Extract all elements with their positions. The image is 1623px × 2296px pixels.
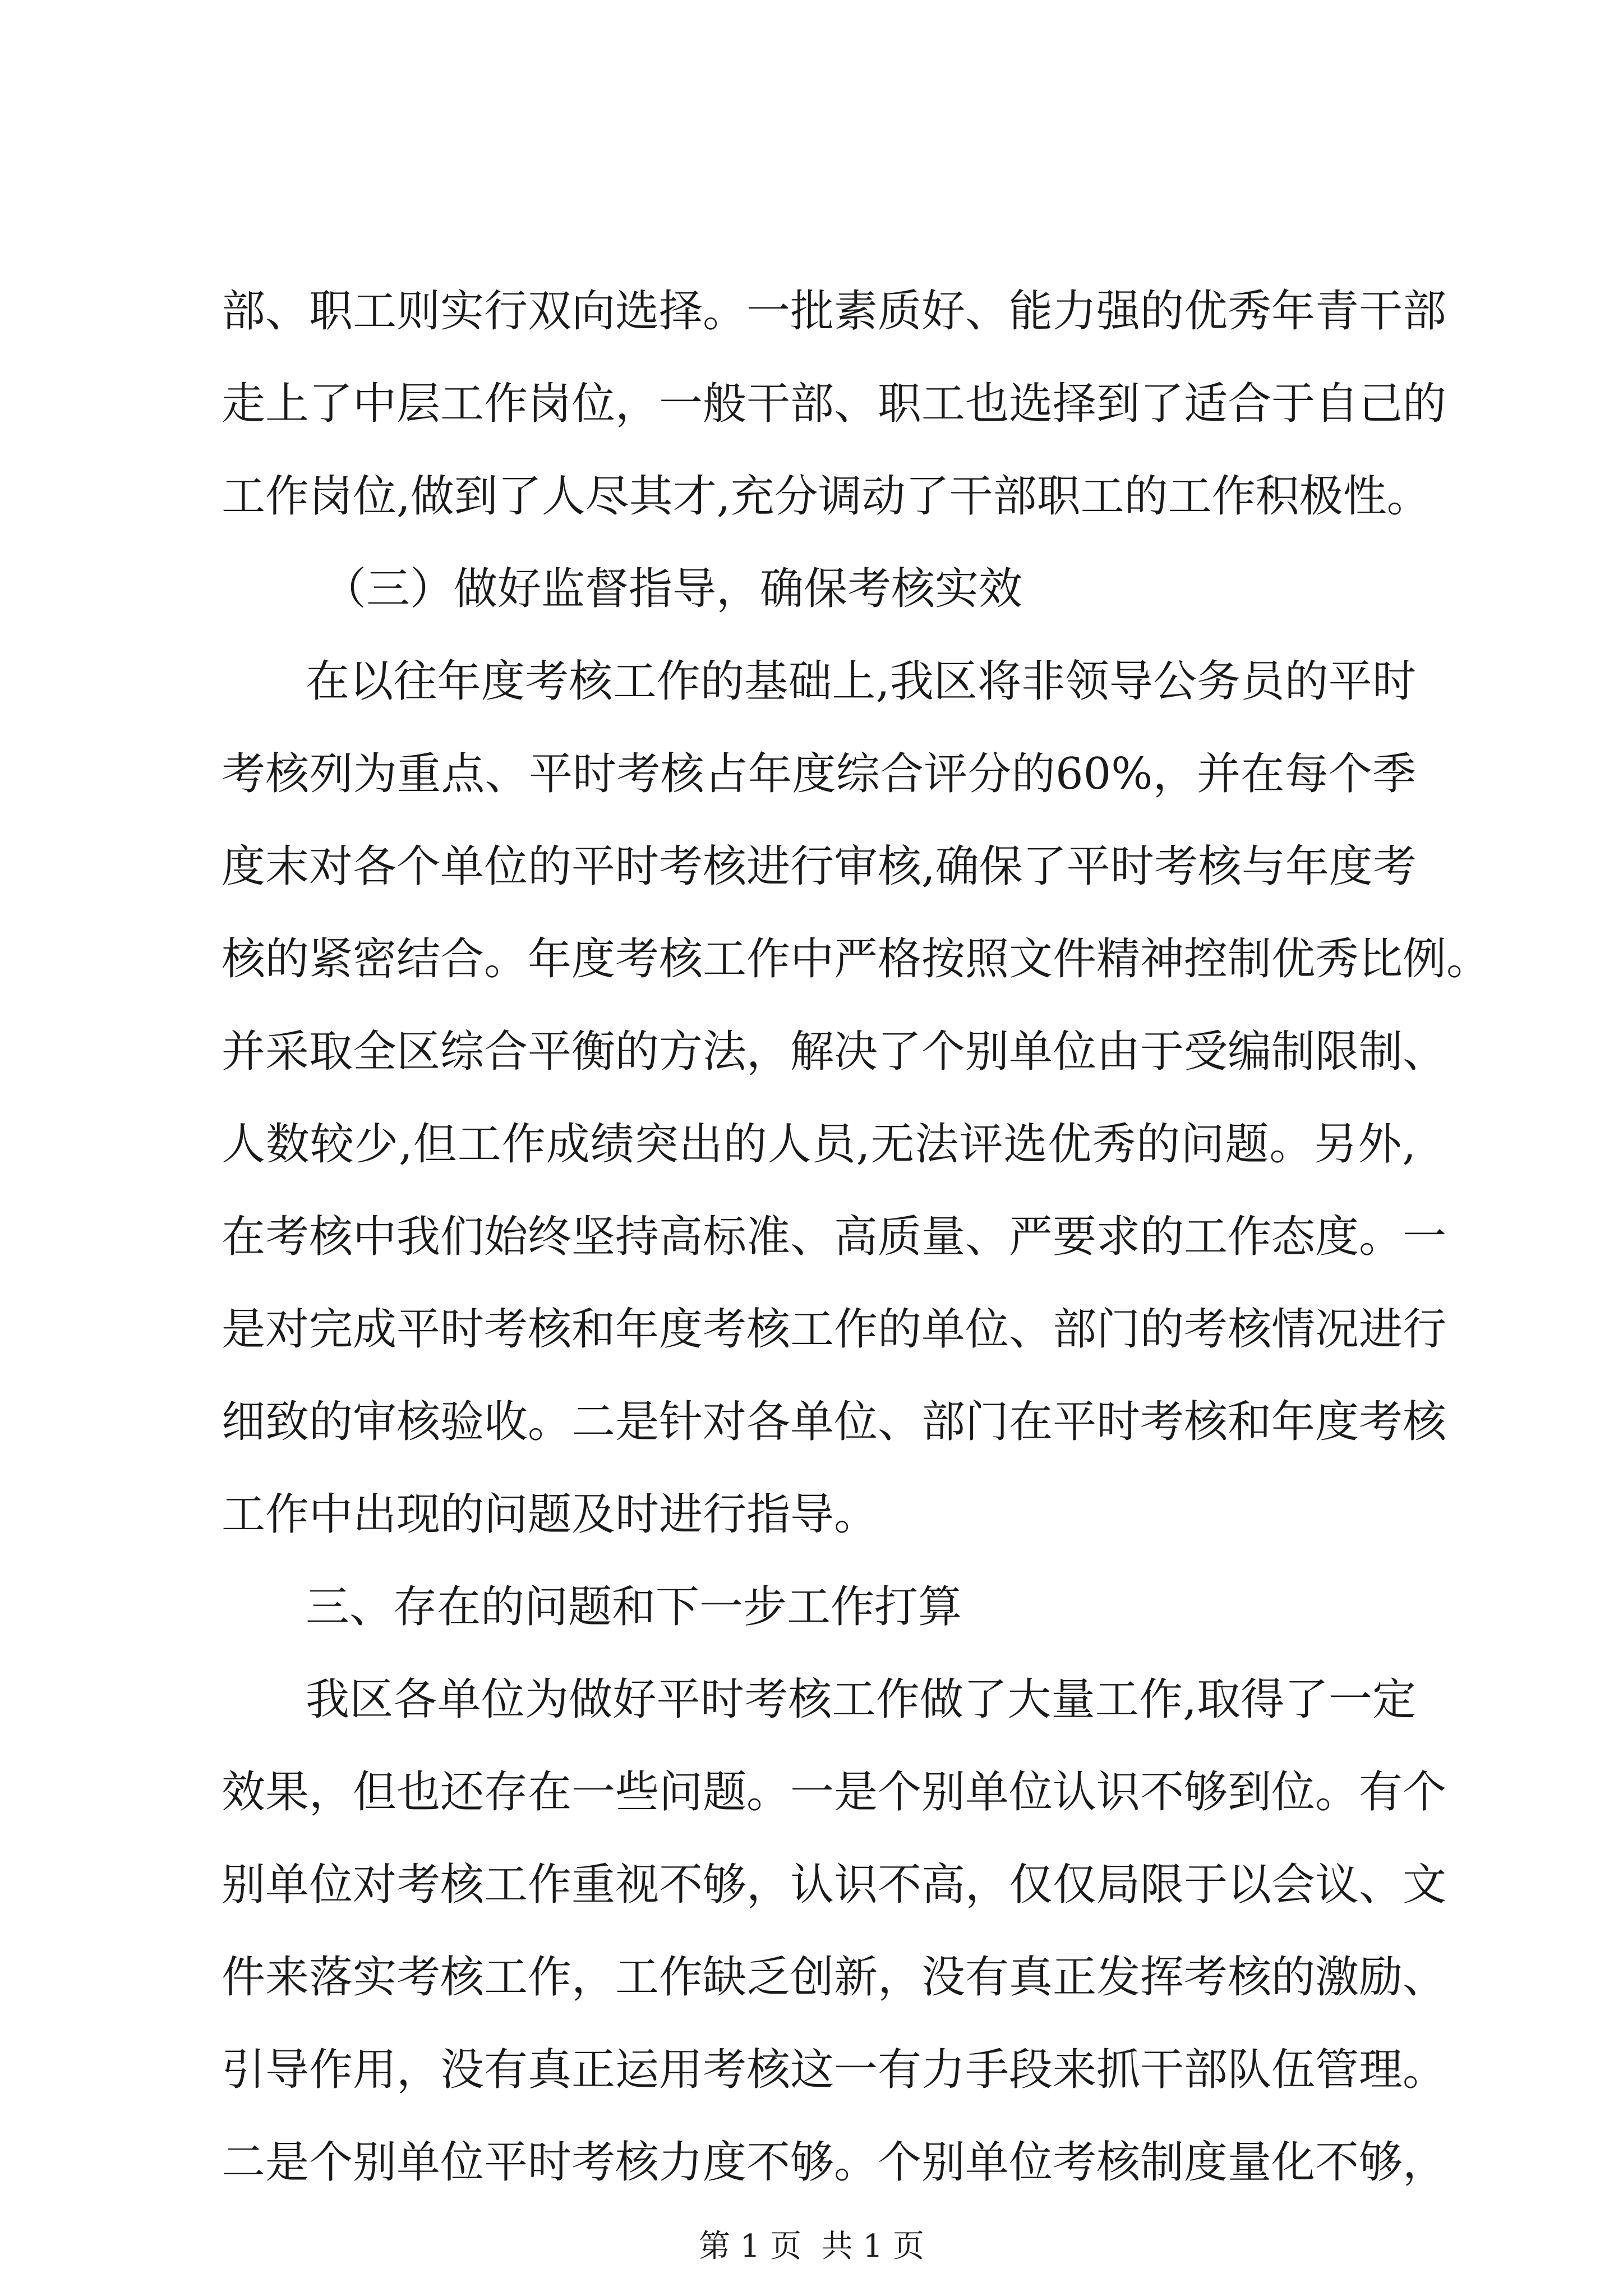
body-text-line: 人数较少,但工作成绩突出的人员,无法评选优秀的问题。另外, xyxy=(222,1119,1416,1170)
body-text-line: 部、职工则实行双向选择。一批素质好、能力强的优秀年青干部 xyxy=(222,286,1447,337)
body-text-line: 并采取全区综合平衡的方法，解决了个别单位由于受编制限制、 xyxy=(222,1027,1447,1077)
section-heading: 三、存在的问题和下一步工作打算 xyxy=(306,1582,962,1632)
body-text-line: 件来落实考核工作，工作缺乏创新，没有真正发挥考核的激励、 xyxy=(222,1952,1447,2003)
body-text-line: 工作岗位,做到了人尽其才,充分调动了干部职工的工作积极性。 xyxy=(222,471,1431,522)
body-text-line: 引导作用，没有真正运用考核这一有力手段来抓干部队伍管理。 xyxy=(222,2045,1447,2095)
body-text-line: 别单位对考核工作重视不够，认识不高，仅仅局限于以会议、文 xyxy=(222,1860,1447,1910)
body-text-line: 工作中出现的问题及时进行指导。 xyxy=(222,1489,878,1540)
body-text-line: 效果，但也还存在一些问题。一是个别单位认识不够到位。有个 xyxy=(222,1767,1447,1818)
body-text-line: 细致的审核验收。二是针对各单位、部门在平时考核和年度考核 xyxy=(222,1397,1447,1447)
body-text-line: 考核列为重点、平时考核占年度综合评分的60%，并在每个季 xyxy=(222,749,1416,799)
body-text-line: 核的紧密结合。年度考核工作中严格按照文件精神控制优秀比例。 xyxy=(222,934,1491,984)
body-text-line: 二是个别单位平时考核力度不够。个别单位考核制度量化不够， xyxy=(222,2137,1447,2188)
section-heading: （三）做好监督指导，确保考核实效 xyxy=(322,564,1023,614)
body-text-line: 在考核中我们始终坚持高标准、高质量、严要求的工作态度。一 xyxy=(222,1212,1447,1262)
body-text-line: 我区各单位为做好平时考核工作做了大量工作,取得了一定 xyxy=(306,1674,1416,1725)
body-text-line: 在以往年度考核工作的基础上,我区将非领导公务员的平时 xyxy=(306,656,1416,707)
body-text-line: 度末对各个单位的平时考核进行审核,确保了平时考核与年度考 xyxy=(222,841,1417,892)
body-text-line: 是对完成平时考核和年度考核工作的单位、部门的考核情况进行 xyxy=(222,1304,1447,1355)
page-footer: 第 1 页 共 1 页 xyxy=(698,2228,925,2265)
body-text-line: 走上了中层工作岗位，一般干部、职工也选择到了适合于自己的 xyxy=(222,379,1447,429)
